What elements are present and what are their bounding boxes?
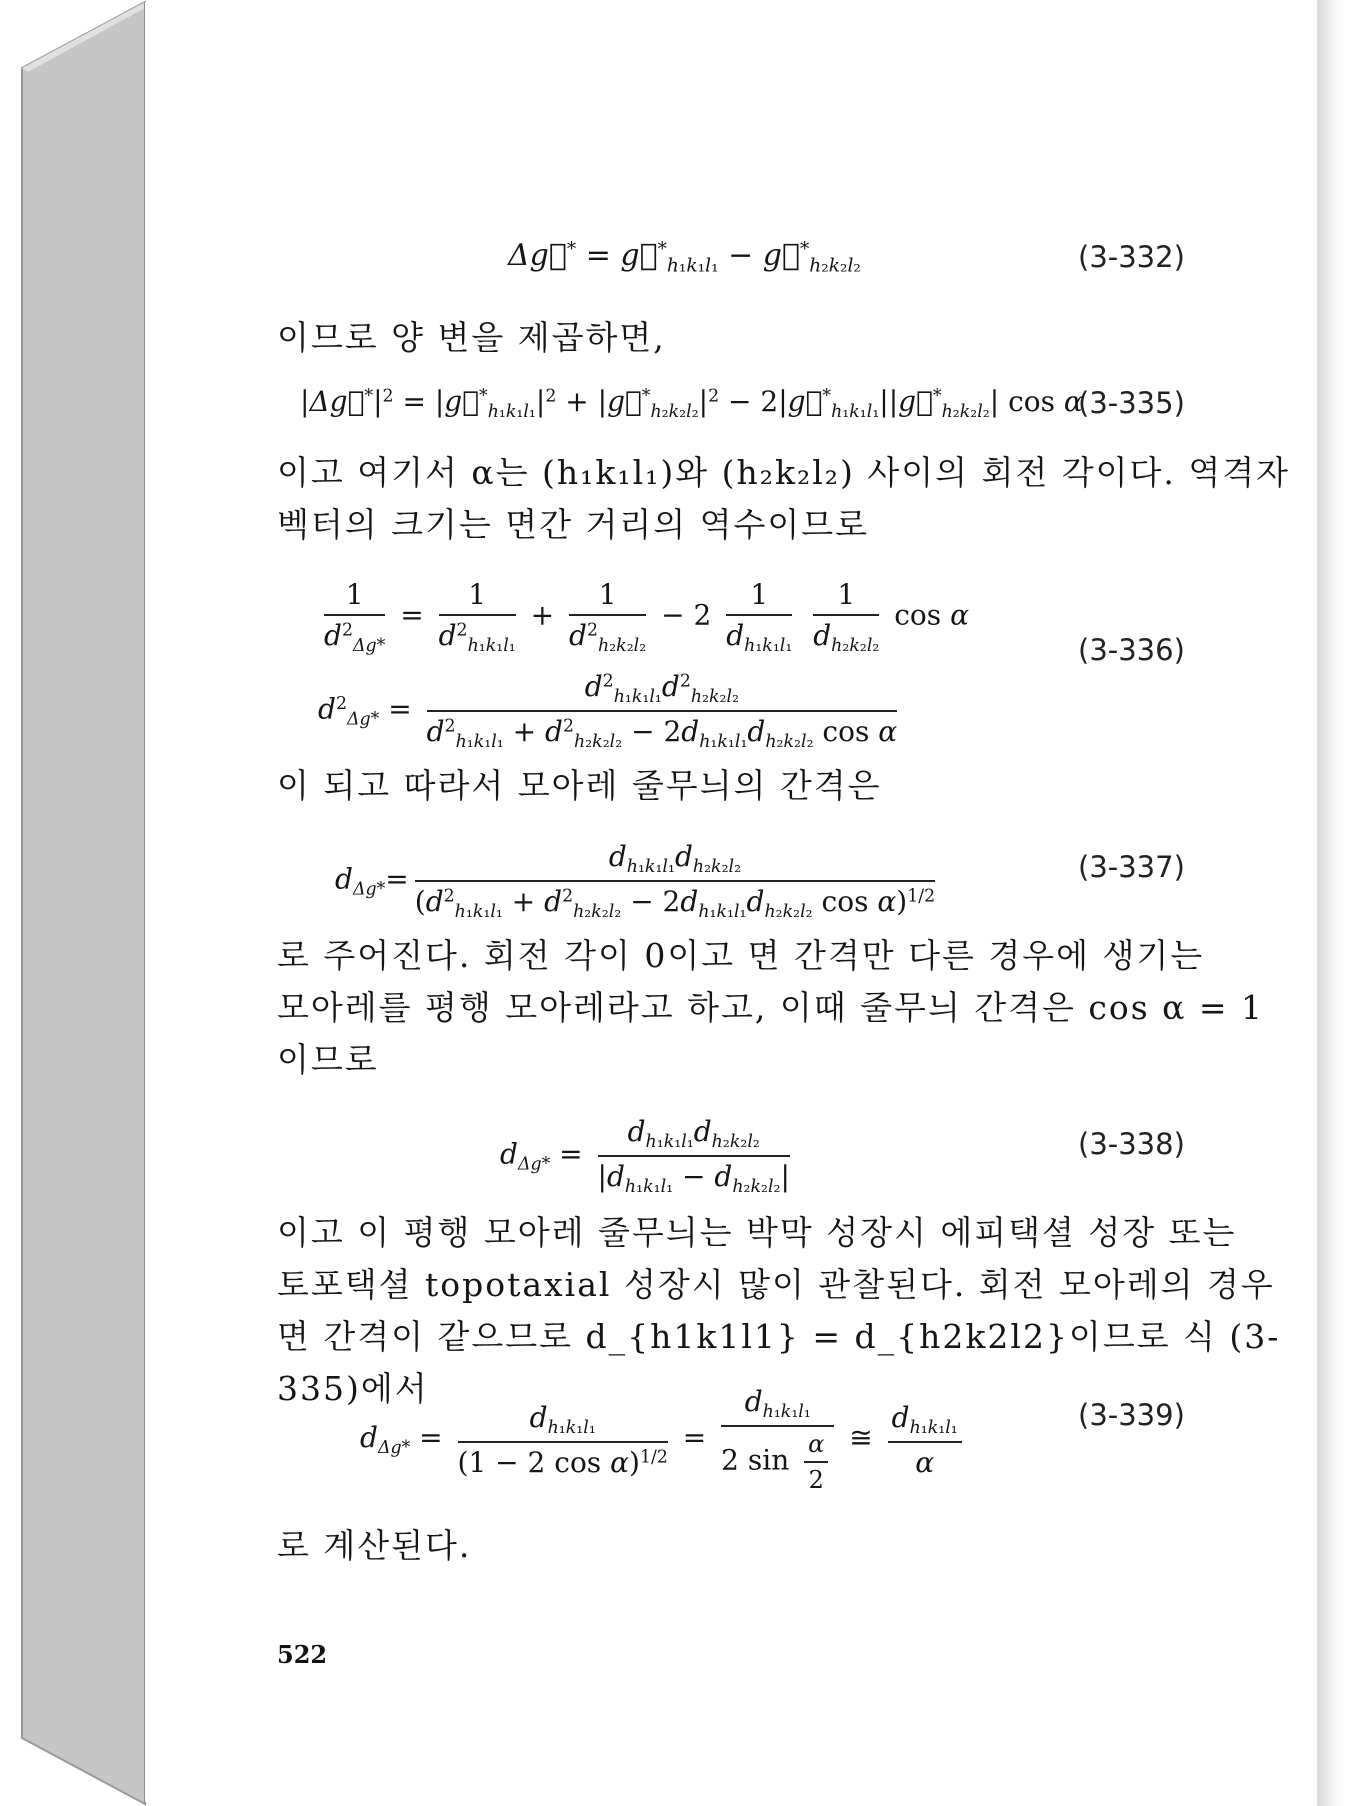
paragraph-text: 이므로 양 변을 제곱하면, [277, 318, 666, 357]
equation-3-338: $d_{\Delta g*}$ = $\frac{d_{h_1k_1l_1}d_{h_2k_2l_2}}{|d_{h_1k_1l_1} - d_{h_2k_2l_2}|}$ [500, 1115, 790, 1198]
paragraph-text: 토포택셜 topotaxial 성장시 많이 관찰된다. 회전 모아레의 경우 [277, 1265, 1275, 1304]
paragraph-text: 벡터의 크기는 면간 거리의 역수이므로 [277, 505, 870, 544]
equation-3-339: $d_{\Delta g*}$ = $\frac{d_{h_1k_1l_1}}{(1 - 2 \cos \alpha)^{1/2}}$ = $d_{h_1k_1l_1}$ 2 sin $\frac{\alpha}{2}$ ≅ $\frac{d_{h_1k_1l_1}}{\alpha}$ [360, 1385, 968, 1494]
equation-number: (3-339) [1078, 1398, 1185, 1432]
equation-3-337: $d_{\Delta g*}=$ $\frac{d_{h_1k_1l_1}d_{h_2k_2l_2}}{(d^2_{h_1k_1l_1} + d^2_{h_2k_2l_2} - 2d_{h_1k_1l_1}d_{h_2k_2l_2} \cos \alpha)^{1/2}}$ [335, 840, 936, 923]
equation-3-336-line1: $\frac{1}{d^2_{\Delta g*}}$ = $\frac{1}{d^2_{h_1k_1l_1}}$ + $\frac{1}{d^2_{h_2k_2l_2}}$ − 2 $\frac{1}{d_{h_1k_1l_1}}$ $\frac{1}{d_{h_2k_2l_2}}$ cos α [324, 578, 969, 657]
paragraph-text: 로 주어진다. 회전 각이 0이고 면 간격만 다른 경우에 생기는 [277, 936, 1205, 975]
page-edge-shadow [1317, 0, 1346, 1806]
equation-number: (3-338) [1078, 1127, 1185, 1161]
equation-3-335: $|\Delta g⃗^*|^2$ = $|g⃗^*_{h_1k_1l_1}|^2$ + $|g⃗^*_{h_2k_2l_2}|^2$ − $2|g⃗^*_{h_1k_1l_1}||g⃗^*_{h_2k_2l_2}|$ cos α [300, 385, 1083, 423]
equation-3-332: Δg⃗* = $g⃗^*_{h_1k_1l_1}$ − $g⃗^*_{h_2k_2l_2}$ [508, 238, 861, 277]
page-number: 522 [277, 1640, 328, 1669]
paragraph-text: 이고 이 평행 모아레 줄무늬는 박막 성장시 에피택셜 성장 또는 [277, 1213, 1237, 1252]
paragraph-text: 이고 여기서 α는 (h₁k₁l₁)와 (h₂k₂l₂) 사이의 회전 각이다. 역격자 [277, 453, 1290, 492]
paragraph-text: 면 간격이 같으므로 d_{h1k1l1} = d_{h2k2l2}이므로 식 (3-335)에서 [277, 1317, 1281, 1408]
equation-number: (3-335) [1078, 386, 1185, 420]
paragraph-text: 모아레를 평행 모아레라고 하고, 이때 줄무늬 간격은 cos α = 1 [277, 988, 1265, 1027]
equation-number: (3-337) [1078, 850, 1185, 884]
paragraph-text: 이 되고 따라서 모아레 줄무늬의 간격은 [277, 766, 882, 805]
paragraph-text: 이므로 [277, 1040, 379, 1079]
equation-3-336-line2: $d^2_{\Delta g*}$ = $\frac{d^2_{h_1k_1l_1}d^2_{h_2k_2l_2}}{d^2_{h_1k_1l_1} + d^2_{h_2k_2l_2} - 2d_{h_1k_1l_1}d_{h_2k_2l_2} \cos \alpha}$ [318, 670, 898, 753]
paragraph-text: 로 계산된다. [277, 1526, 472, 1565]
equation-number: (3-336) [1078, 633, 1185, 667]
book-spine [0, 0, 150, 1806]
equation-number: (3-332) [1078, 240, 1185, 274]
